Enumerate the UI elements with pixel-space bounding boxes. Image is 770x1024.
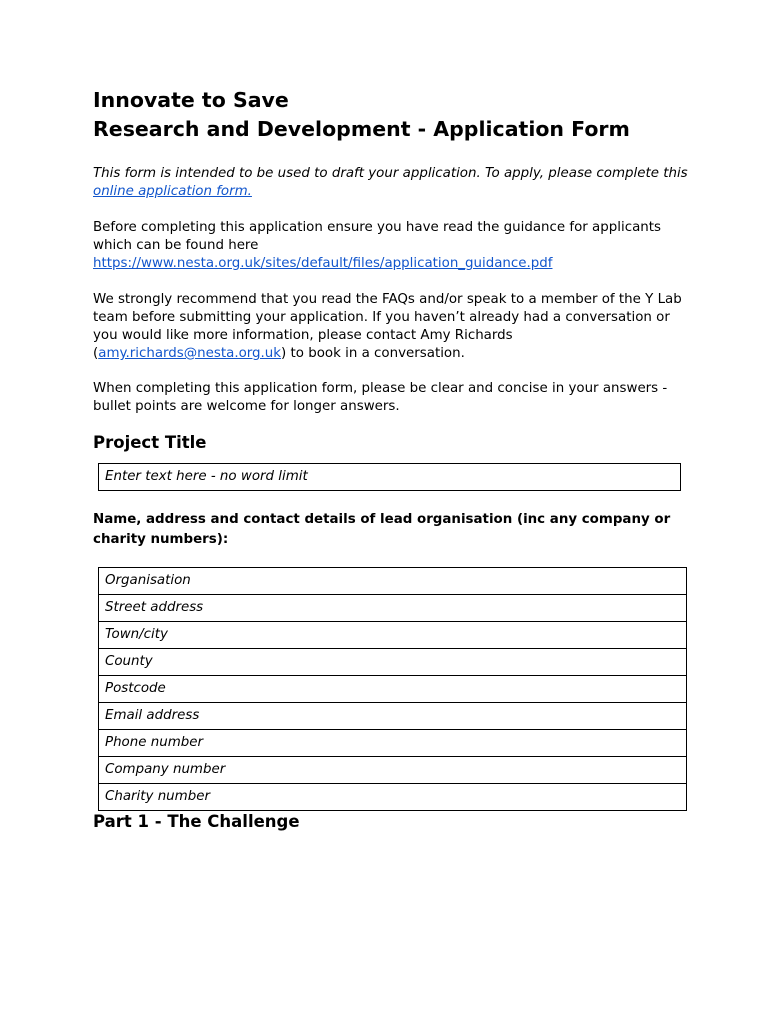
- concise-paragraph: When completing this application form, please be clear and concise in your answers - bullet points are welcome for longer answers.: [93, 381, 668, 414]
- title-line-1: Innovate to Save: [93, 88, 289, 112]
- county-field[interactable]: County: [99, 649, 687, 676]
- faq-text-before: We strongly recommend that you read the FAQs and/or speak to a member of the Y Lab team before submitting your application. If you haven’t already had a conversation or you would like more information, please contact Amy Richards (: [93, 292, 682, 361]
- contact-details-table: [98, 567, 687, 811]
- contact-details-heading: Name, address and contact details of lead organisation (inc any company or charity numbers):: [93, 512, 671, 547]
- intro-text: This form is intended to be used to draft your application. To apply, please complete this: [93, 166, 688, 181]
- guidance-paragraph: [93, 219, 693, 273]
- company-number-field[interactable]: Company number: [99, 757, 687, 784]
- table-row: [99, 730, 687, 757]
- title-line-2: Research and Development - Application Form: [93, 117, 630, 141]
- document-page: [93, 86, 693, 833]
- table-row: [99, 568, 687, 595]
- email-address-field[interactable]: Email address: [99, 703, 687, 730]
- table-row: [99, 784, 687, 811]
- postcode-field[interactable]: Postcode: [99, 676, 687, 703]
- table-row: [99, 595, 687, 622]
- project-title-heading: Project Title: [93, 433, 207, 452]
- document-title: [93, 86, 693, 144]
- table-row: [99, 649, 687, 676]
- charity-number-field[interactable]: Charity number: [99, 784, 687, 811]
- street-address-field[interactable]: Street address: [99, 595, 687, 622]
- faq-paragraph: [93, 291, 693, 363]
- phone-number-field[interactable]: Phone number: [99, 730, 687, 757]
- guidance-text: Before completing this application ensure you have read the guidance for applicants which can be found here: [93, 220, 661, 253]
- table-row: [99, 622, 687, 649]
- project-title-field[interactable]: Enter text here - no word limit: [98, 463, 681, 491]
- town-city-field[interactable]: Town/city: [99, 622, 687, 649]
- organisation-field[interactable]: Organisation: [99, 568, 687, 595]
- intro-paragraph: [93, 165, 693, 201]
- faq-text-after: ) to book in a conversation.: [281, 346, 465, 361]
- online-application-link[interactable]: online application form.: [93, 184, 252, 199]
- contact-email-link[interactable]: amy.richards@nesta.org.uk: [98, 346, 282, 361]
- table-row: [99, 703, 687, 730]
- table-row: [99, 676, 687, 703]
- guidance-link[interactable]: https://www.nesta.org.uk/sites/default/files/application_guidance.pdf: [93, 256, 553, 271]
- part-1-heading: Part 1 - The Challenge: [93, 812, 300, 831]
- table-row: [99, 757, 687, 784]
